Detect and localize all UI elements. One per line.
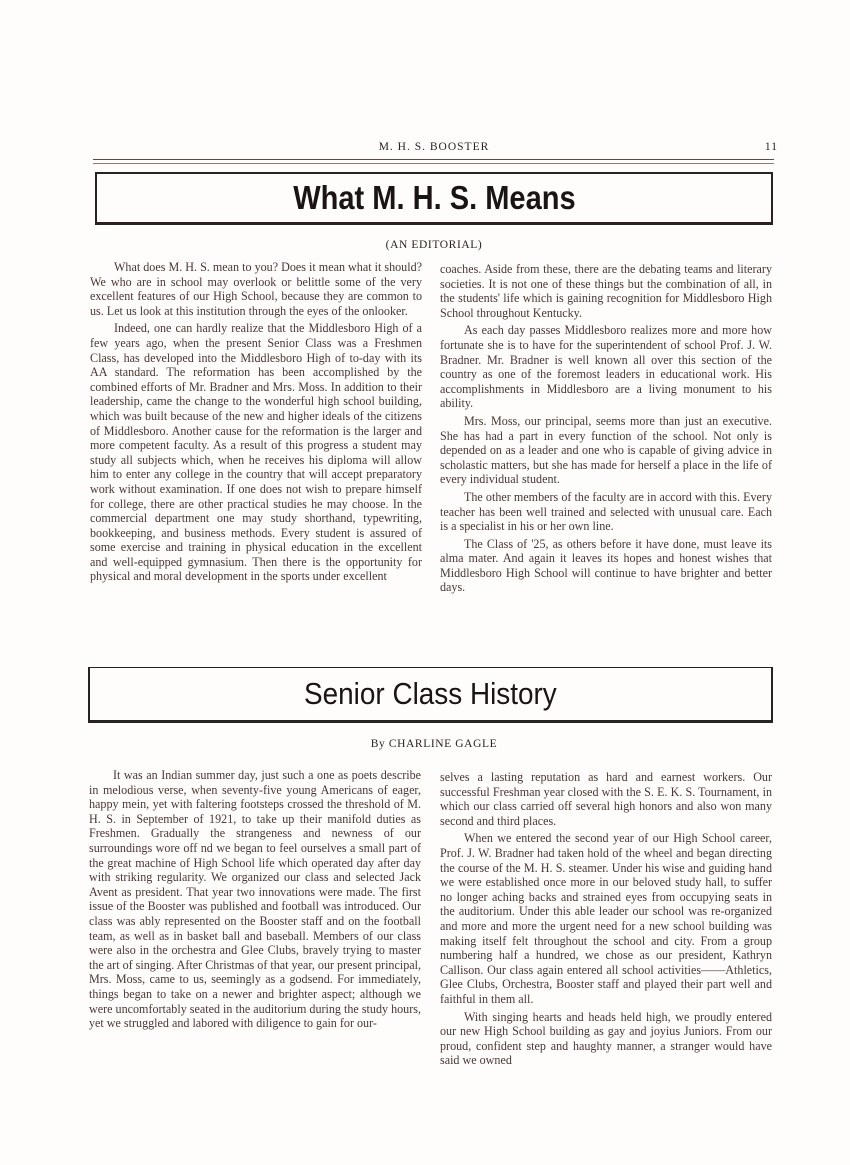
- history-byline: By CHARLINE GAGLE: [370, 738, 498, 750]
- paragraph: coaches. Aside from these, there are the debating teams and literary societies. It is not one of these things but the combination of all, in the students' life which is gaining recognition for Middlesboro High School throughout Kentucky.: [440, 262, 772, 320]
- paragraph: As each day passes Middlesboro realizes more and more how fortunate she is to have for the superintendent of school Prof. J. W. Bradner. Mr. Bradner is well known all over this section of the country as one of the foremost leaders in educational work. His accomplishments in Middlesboro are a living monument to his ability.: [440, 323, 772, 411]
- paragraph: Mrs. Moss, our principal, seems more than just an executive. She has had a part in every function of the school. Not only is depended on as a leader and one who is capable of giving advice in scholastic matters, but she has made for herself a place in the life of every individual student.: [440, 413, 772, 487]
- history-title: Senior Class History: [304, 676, 557, 711]
- editorial-title-box: [95, 172, 773, 225]
- editorial-title: What M. H. S. Means: [292, 179, 576, 216]
- paragraph: What does M. H. S. mean to you? Does it mean what it should? We who are in school may overlook or belittle some of the very excellent features of our High School, because they are common to us. Let us look at this institution through the eyes of the onlooker.: [90, 260, 422, 318]
- paragraph: The other members of the faculty are in accord with this. Every teacher has been well trained and selected with unusual care. Each is a specialist in his or her own line.: [440, 489, 772, 534]
- page-number: 11: [764, 141, 778, 153]
- paragraph: It was an Indian summer day, just such a one as poets describe in melodious verse, when seventy-five young Americans of eager, happy mein, yet with faltering footsteps crossed the threshold of M. H. S. in September of 1921, to take up their manifold duties as Freshmen. Gradually the strangeness and newness of our surroundings wore off nd we began to feel ourselves a small part of the great machine of High School life which operated day after day with striking regularity. We organized our class and selected Jack Avent as president. That year two innovations were made. The first issue of the Booster was published and football was introduced. Our class was ably represented on the Booster staff and on the football team, as well as in basket ball and baseball. Members of our class were also in the orchestra and Glee Clubs, bravely trying to master the art of singing. After Christmas of that year, our present principal, Mrs. Moss, came to us, seemingly as a godsend. For immediately, things began to take on a newer and brighter aspect; although we were uncomfortably seated in the auditorium during the study hours, yet we struggled and labored with diligence to gain for our-: [89, 768, 422, 1031]
- publication-title: M. H. S. BOOSTER: [378, 141, 490, 153]
- history-title-box: [88, 667, 773, 723]
- editorial-left-column: [90, 260, 422, 587]
- editorial-subtitle: (AN EDITORIAL): [385, 239, 483, 251]
- editorial-right-column: [440, 262, 772, 598]
- paragraph: selves a lasting reputation as hard and earnest workers. Our successful Freshman year closed with the S. E. K. S. Tournament, in which our class carried off several high honors and also won many second and third places.: [440, 770, 772, 828]
- paragraph: The Class of '25, as others before it have done, must leave its alma mater. And again it leaves its hopes and honest wishes that Middlesboro High School will continue to have brighter and better days.: [440, 536, 772, 595]
- paragraph: Indeed, one can hardly realize that the Middlesboro High of a few years ago, when the present Senior Class was a Freshmen Class, has developed into the Middlesboro High of to-day with its AA standard. The reformation has been accomplished by the combined efforts of Mr. Bradner and Mrs. Moss. In addition to their leadership, came the change to the wonderful high school building, which was built because of the new and higher ideals of the citizens of Middlesboro. Another cause for the reformation is the larger and more competent faculty. As a result of this progress a student may study all subjects which, when he receives his diploma will allow him to enter any college in the country that will accept preparatory work without examination. If one does not wish to prepare himself for college, there are other practical studies he may choose. In the commercial department one may study shorthand, typewriting, bookkeeping, and business methods. Every student is assured of some exercise and training in physical education in the excellent and well-equipped gymnasium. Then there is the opportunity for physical and moral development in the sports under excellent: [90, 321, 422, 584]
- history-left-column: [89, 768, 421, 1034]
- paragraph: When we entered the second year of our High School career, Prof. J. W. Bradner had taken hold of the wheel and began directing the course of the M. H. S. steamer. Under his wise and guiding hand we were established once more in our beloved study hall, to suffer no longer aching backs and strained eyes from occupying seats in the auditorium. Under this able leader our school was re-organized and more and more the urgent need for a new school building was making itself felt throughout the school and city. From a group numbering half a hundred, we chose as our president, Kathryn Callison. Our class again entered all school activities——Athletics, Glee Clubs, Orchestra, Booster staff and played their part well and faithful in them all.: [440, 831, 772, 1006]
- history-right-column: [440, 770, 772, 1071]
- header-rule: [93, 159, 774, 164]
- paragraph: With singing hearts and heads held high, we proudly entered our new High School building as gay and joyius Juniors. From our proud, confident step and haughty manner, a stranger would have said we owned: [440, 1009, 772, 1068]
